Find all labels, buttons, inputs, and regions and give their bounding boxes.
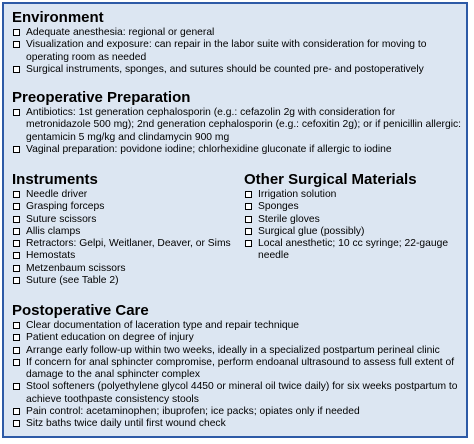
item-text: Patient education on degree of injury — [26, 332, 194, 344]
item-text: Vaginal preparation: povidone iodine; chlorhexidine gluconate if allergic to iodine — [26, 143, 392, 155]
environment-section — [12, 9, 462, 76]
list-item — [244, 189, 466, 201]
item-text: Suture (see Table 2) — [26, 275, 119, 287]
item-text: Hemostats — [26, 250, 76, 262]
list-item — [12, 39, 462, 64]
checkbox-icon — [13, 109, 20, 116]
checkbox-icon — [13, 29, 20, 36]
checkbox-icon — [13, 203, 20, 210]
item-text: Clear documentation of laceration type and repair technique — [26, 320, 300, 331]
checkbox-icon — [13, 41, 20, 48]
item-text: Surgical instruments, sponges, and sutures should be counted pre- and postoperatively — [26, 63, 424, 75]
environment-list — [12, 27, 462, 76]
item-text: Adequate anesthesia: regional or general — [26, 27, 215, 38]
postoperative-list — [12, 320, 464, 431]
list-item — [12, 250, 237, 262]
checklist-panel — [2, 2, 468, 438]
list-item — [12, 226, 237, 238]
list-item — [12, 332, 464, 344]
item-text: Allis clamps — [26, 225, 81, 237]
preoperative-list — [12, 107, 462, 156]
list-item — [12, 201, 237, 213]
item-text: Irrigation solution — [258, 189, 337, 200]
list-item — [12, 27, 462, 39]
checkbox-icon — [13, 240, 20, 247]
preoperative-heading: Preoperative Preparation — [12, 89, 191, 106]
checkbox-icon — [13, 334, 20, 341]
item-text: Sitz baths twice daily until first wound check — [26, 418, 226, 430]
list-item — [12, 263, 237, 275]
list-item — [244, 238, 466, 263]
checkbox-icon — [245, 240, 252, 247]
checkbox-icon — [245, 228, 252, 235]
checkbox-icon — [13, 420, 20, 427]
checkbox-icon — [13, 216, 20, 223]
list-item — [12, 345, 464, 357]
checkbox-icon — [13, 408, 20, 415]
list-item — [12, 107, 462, 144]
list-item — [12, 275, 237, 287]
list-item — [244, 214, 466, 226]
instruments-heading: Instruments — [12, 171, 98, 188]
environment-heading: Environment — [12, 9, 104, 26]
list-item — [244, 226, 466, 238]
item-text: Needle driver — [26, 189, 88, 200]
checkbox-icon — [13, 265, 20, 272]
item-text: Visualization and exposure: can repair in the labor suite with consideration for moving to operating room as needed — [26, 39, 427, 63]
checkbox-icon — [13, 66, 20, 73]
item-text: Metzenbaum scissors — [26, 262, 126, 274]
item-text: Antibiotics: 1st generation cephalosporin (e.g.: cefazolin 2g with consideration for metronidazole 500 mg); 2nd generation cephalosporin (e.g.: cefoxitin 2g); or if penicillin allergic: gentamicin 5 mg/kg and clindamycin 900 mg — [26, 107, 461, 143]
item-text: Arrange early follow-up within two weeks, ideally in a specialized postpartum perineal clinic — [26, 344, 440, 356]
list-item — [12, 214, 237, 226]
item-text: Retractors: Gelpi, Weitlaner, Deaver, or Sims — [26, 238, 231, 250]
item-text: Grasping forceps — [26, 201, 105, 213]
list-item — [12, 381, 464, 406]
list-item — [12, 357, 464, 382]
list-item — [12, 144, 462, 156]
postoperative-section — [12, 302, 464, 431]
checkbox-icon — [13, 322, 20, 329]
list-item — [12, 418, 464, 430]
checkbox-icon — [13, 228, 20, 235]
preoperative-section — [12, 89, 462, 156]
checkbox-icon — [13, 347, 20, 354]
list-item — [244, 201, 466, 213]
list-item — [12, 406, 464, 418]
other-materials-list — [244, 189, 466, 263]
checkbox-icon — [245, 203, 252, 210]
checkbox-icon — [13, 277, 20, 284]
instruments-section — [12, 171, 237, 287]
checkbox-icon — [13, 359, 20, 366]
checkbox-icon — [245, 191, 252, 198]
item-text: Local anesthetic; 10 cc syringe; 22-gauge needle — [258, 238, 449, 262]
item-text: Suture scissors — [26, 213, 97, 225]
item-text: Sterile gloves — [258, 213, 320, 225]
item-text: Surgical glue (possibly) — [258, 225, 365, 237]
item-text: Pain control: acetaminophen; ibuprofen; ice packs; opiates only if needed — [26, 406, 360, 418]
item-text: Sponges — [258, 201, 299, 213]
list-item — [12, 238, 237, 250]
checkbox-icon — [13, 191, 20, 198]
instruments-list — [12, 189, 237, 287]
list-item — [12, 320, 464, 332]
checkbox-icon — [13, 252, 20, 259]
checkbox-icon — [245, 216, 252, 223]
other-materials-section — [244, 171, 466, 263]
list-item — [12, 64, 462, 76]
item-text: Stool softeners (polyethylene glycol 4450 or mineral oil twice daily) for six weeks postpartum to achieve toothpaste consistency stools — [26, 381, 458, 405]
checkbox-icon — [13, 146, 20, 153]
list-item — [12, 189, 237, 201]
postoperative-heading: Postoperative Care — [12, 302, 149, 319]
other-materials-heading: Other Surgical Materials — [244, 171, 417, 188]
checkbox-icon — [13, 383, 20, 390]
item-text: If concern for anal sphincter compromise, perform endoanal ultrasound to assess full extent of damage to the anal sphincter complex — [26, 356, 455, 381]
